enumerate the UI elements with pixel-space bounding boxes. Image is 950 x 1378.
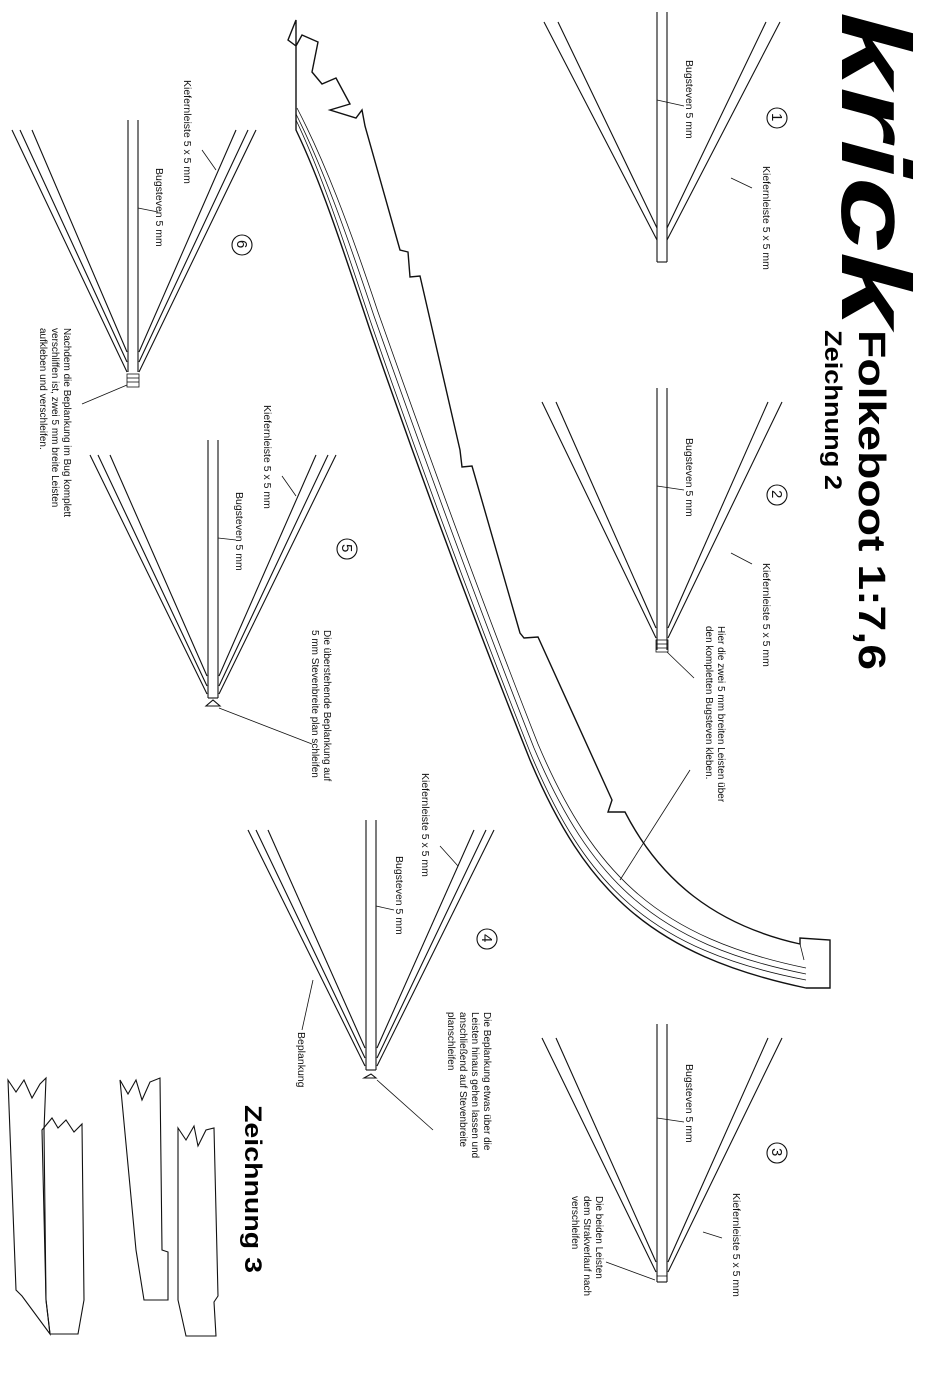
step-5-note-line-1: Die überstehende Beplankung auf <box>321 630 332 782</box>
step-6-note-line-2: verschliffen ist, zwei 5 mm breite Leisten <box>49 328 60 508</box>
drawing-3-title: Zeichnung 3 <box>239 1105 266 1247</box>
step-2-note-line-2: den kompletten Bugsteven kleben. <box>703 626 714 780</box>
drawing-2-title: Zeichnung 2 <box>819 330 846 472</box>
step-4-diagram <box>248 773 497 1158</box>
step-3-note-line-3: verschleifen <box>569 1196 580 1250</box>
step-5-stem-label: Bugsteven 5 mm <box>233 492 245 571</box>
step-6-batten-label: Kiefernleiste 5 x 5 mm <box>181 80 193 184</box>
step-4-number: 4 <box>478 934 495 943</box>
step-6-note-line-3: aufkleben und verschleifen. <box>37 328 48 450</box>
drawing-3-part-stem-notched <box>178 1126 218 1336</box>
step-5-batten-label: Kiefernleiste 5 x 5 mm <box>261 405 273 509</box>
step-3-batten-label: Kiefernleiste 5 x 5 mm <box>730 1193 742 1297</box>
step-4-note-line-3: anschließend auf Stevenbreite <box>457 1012 468 1148</box>
step-5-diagram <box>90 405 357 781</box>
step-4-note-line-2: Leisten hinaus gehen lassen und <box>469 1012 480 1159</box>
step-5-note-line-2: 5 mm Stevenbreite plan schleifen <box>309 630 320 778</box>
step-6-diagram <box>12 80 256 517</box>
step-2-note-line-1: Hier die zwei 5 mm breiten Leisten über <box>715 626 726 803</box>
step-4-batten-label: Kiefernleiste 5 x 5 mm <box>419 773 431 877</box>
step-5-number: 5 <box>338 544 355 553</box>
drawing-3-part-planked <box>8 1078 84 1334</box>
step-1-batten-label: Kiefernleiste 5 x 5 mm <box>760 166 772 270</box>
step-4-note-line-4: planschleifen <box>445 1012 456 1071</box>
step-3-note-line-1: Die beiden Leisten <box>593 1196 604 1279</box>
drawing-3-part-stem <box>120 1078 168 1300</box>
step-3-note-line-2: dem Strakverlauf nach <box>581 1196 592 1297</box>
krick-logo <box>821 12 931 333</box>
step-1-stem-label: Bugsteven 5 mm <box>683 60 695 139</box>
step-6-number: 6 <box>233 240 250 249</box>
step-1-number: 1 <box>768 113 785 122</box>
step-3-number: 3 <box>768 1148 785 1157</box>
krick-logo-text: krick <box>821 12 931 241</box>
step-4-stem-label: Bugsteven 5 mm <box>393 856 405 935</box>
step-4-planking-label: Beplankung <box>295 1032 307 1088</box>
step-6-stem-label: Bugsteven 5 mm <box>153 168 165 247</box>
stem-keel-profile <box>288 20 830 988</box>
step-6-note-line-1: Nachdem die Beplankung im Bug komplett <box>61 328 72 517</box>
step-4-note-line-1: Die Beplankung etwas über die <box>481 1012 492 1151</box>
step-2-number: 2 <box>768 490 785 499</box>
step-3-stem-label: Bugsteven 5 mm <box>683 1064 695 1143</box>
step-2-stem-label: Bugsteven 5 mm <box>683 438 695 517</box>
step-3-diagram <box>542 1024 787 1297</box>
step-2-batten-label: Kiefernleiste 5 x 5 mm <box>760 563 772 667</box>
step-2-diagram <box>542 388 787 803</box>
step-1-diagram <box>544 12 787 270</box>
page-title: Folkeboot 1:7,6 <box>850 330 892 609</box>
